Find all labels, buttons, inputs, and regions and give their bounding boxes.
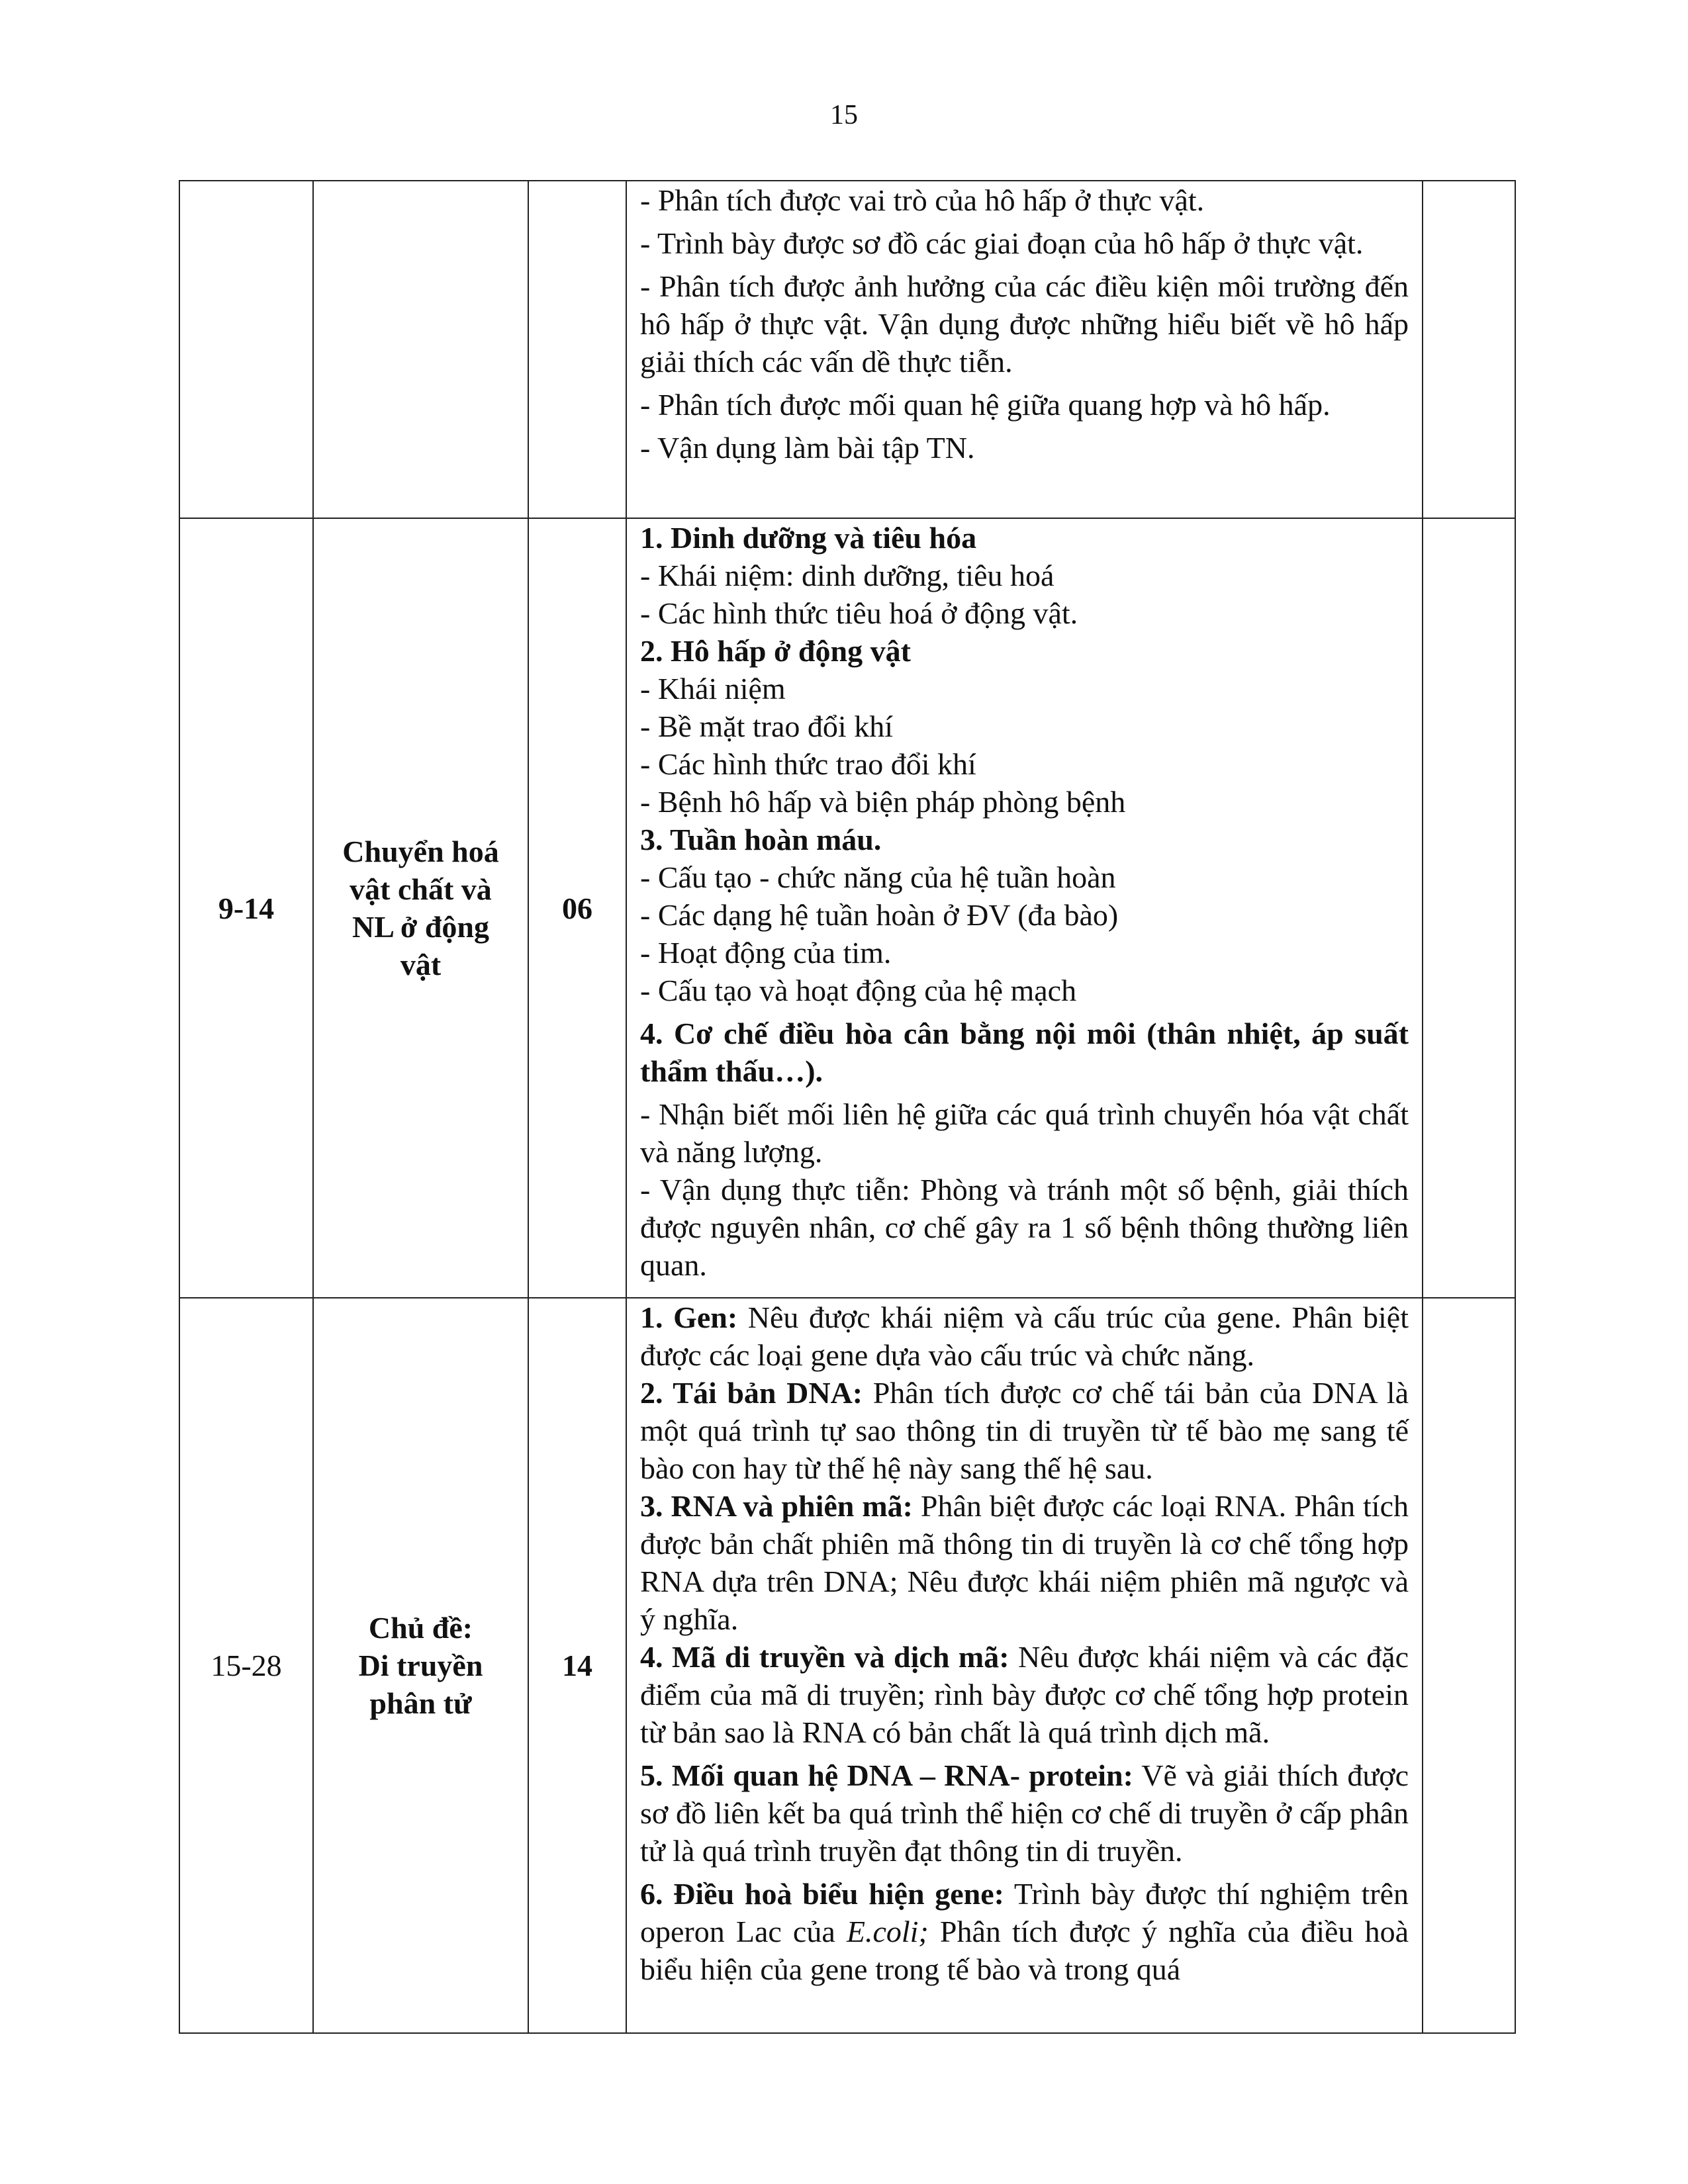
content-paragraph <box>640 1756 1409 1870</box>
content-line: - Phân tích được ảnh hưởng của các điều kiện môi trường đến hô hấp ở thực vật. Vận dụng được những hiểu biết về hô hấp giải thích các vấn dề thực tiễn. <box>640 269 1409 379</box>
content-line: - Cấu tạo - chức năng của hệ tuần hoàn <box>640 860 1116 894</box>
week-cell <box>179 181 313 518</box>
curriculum-table <box>179 180 1516 2034</box>
section-text: Vẽ và giải thích được sơ đồ liên kết ba quá trình thể hiện cơ chế di truyền ở cấp phân tử là quá trình truyền đạt thông tin di truyền. <box>640 1758 1409 1868</box>
section-heading: 2. Hô hấp ở động vật <box>640 634 911 668</box>
content-line: - Vận dụng làm bài tập TN. <box>640 431 975 465</box>
periods-cell <box>528 181 626 518</box>
content-cell <box>626 181 1423 518</box>
content-cell <box>626 518 1423 1298</box>
content-line: - Phân tích được mối quan hệ giữa quang hợp và hô hấp. <box>640 388 1331 422</box>
periods-cell: 14 <box>528 1298 626 2033</box>
periods-cell: 06 <box>528 518 626 1298</box>
section-heading: 3. Tuần hoàn máu. <box>640 823 882 856</box>
content-paragraph <box>640 1638 1409 1751</box>
topic-line: NL ở động <box>352 910 489 944</box>
notes-cell <box>1423 181 1515 518</box>
section-label: 5. Mối quan hệ DNA – RNA- protein: <box>640 1758 1133 1792</box>
content-line: - Bệnh hô hấp và biện pháp phòng bệnh <box>640 785 1126 819</box>
content-line: - Cấu tạo và hoạt động của hệ mạch <box>640 974 1077 1007</box>
section-text: Trình bày được thí nghiệm trên operon Lac của <box>640 1877 1409 1948</box>
notes-cell <box>1423 1298 1515 2033</box>
section-heading: 1. Dinh dưỡng và tiêu hóa <box>640 521 977 555</box>
content-line: - Phân tích được vai trò của hô hấp ở thực vật. <box>640 183 1205 217</box>
content-line: - Các dạng hệ tuần hoàn ở ĐV (đa bào) <box>640 898 1119 932</box>
content-line: - Các hình thức tiêu hoá ở động vật. <box>640 596 1078 630</box>
content-paragraph <box>640 1875 1409 1988</box>
section-text-italic: E.coli; <box>846 1915 929 1948</box>
section-text: Nêu được khái niệm và các đặc điểm của mã di truyền; rình bày được cơ chế tổng hợp protein từ bản sao là RNA có bản chất là quá trình dịch mã. <box>640 1640 1409 1749</box>
section-text: Phân tích được cơ chế tái bản của DNA là một quá trình tự sao thông tin di truyền từ tế bào mẹ sang tế bào con hay từ thế hệ này sang thế hệ sau. <box>640 1376 1409 1485</box>
content-line: - Hoạt động của tim. <box>640 936 892 970</box>
topic-cell <box>313 518 528 1298</box>
section-heading: 4. Cơ chế điều hòa cân bằng nội môi (thân nhiệt, áp suất thẩm thấu…). <box>640 1017 1409 1088</box>
content-paragraph <box>640 1298 1409 1374</box>
topic-line: vật <box>400 948 442 981</box>
section-text: Phân biệt được các loại RNA. Phân tích được bản chất phiên mã thông tin di truyền là cơ chế tổng hợp RNA dựa trên DNA; Nêu được khái niệm phiên mã ngược và ý nghĩa. <box>640 1489 1409 1636</box>
section-label: 2. Tái bản DNA: <box>640 1376 863 1410</box>
week-cell: 9-14 <box>179 518 313 1298</box>
content-paragraph <box>640 1374 1409 1487</box>
table-row <box>179 181 1515 518</box>
content-line: - Nhận biết mối liên hệ giữa các quá trình chuyển hóa vật chất và năng lượng. <box>640 1097 1409 1169</box>
content-line: - Các hình thức trao đổi khí <box>640 747 976 781</box>
week-cell: 15-28 <box>179 1298 313 2033</box>
section-label: 6. Điều hoà biểu hiện gene: <box>640 1877 1004 1911</box>
section-text: Nêu được khái niệm và cấu trúc của gene. Phân biệt được các loại gene dựa vào cấu trúc và chức năng. <box>640 1300 1409 1372</box>
page-number: 15 <box>830 100 858 130</box>
table-row <box>179 1298 1515 2033</box>
content-line: - Khái niệm: dinh dưỡng, tiêu hoá <box>640 559 1055 592</box>
section-text: Phân tích được ý nghĩa của điều hoà biểu hiện của gene trong tế bào và trong quá <box>640 1915 1409 1986</box>
topic-line: phân tử <box>369 1686 472 1720</box>
topic-line: Chuyển hoá <box>342 835 499 868</box>
section-label: 4. Mã di truyền và dịch mã: <box>640 1640 1009 1674</box>
topic-line: Di truyền <box>358 1649 483 1682</box>
topic-line: vật chất và <box>350 872 492 906</box>
notes-cell <box>1423 518 1515 1298</box>
topic-cell <box>313 181 528 518</box>
content-line: - Bề mặt trao đổi khí <box>640 709 893 743</box>
content-line: - Trình bày được sơ đồ các giai đoạn của hô hấp ở thực vật. <box>640 226 1364 260</box>
content-line: - Khái niệm <box>640 672 786 705</box>
topic-cell <box>313 1298 528 2033</box>
table-row <box>179 518 1515 1298</box>
section-label: 1. Gen: <box>640 1300 738 1334</box>
content-cell <box>626 1298 1423 2033</box>
section-label: 3. RNA và phiên mã: <box>640 1489 913 1523</box>
topic-line: Chủ đề: <box>368 1611 473 1645</box>
content-paragraph <box>640 1487 1409 1638</box>
content-line: - Vận dụng thực tiễn: Phòng và tránh một số bệnh, giải thích được nguyên nhân, cơ chế gây ra 1 số bệnh thông thường liên quan. <box>640 1173 1409 1282</box>
